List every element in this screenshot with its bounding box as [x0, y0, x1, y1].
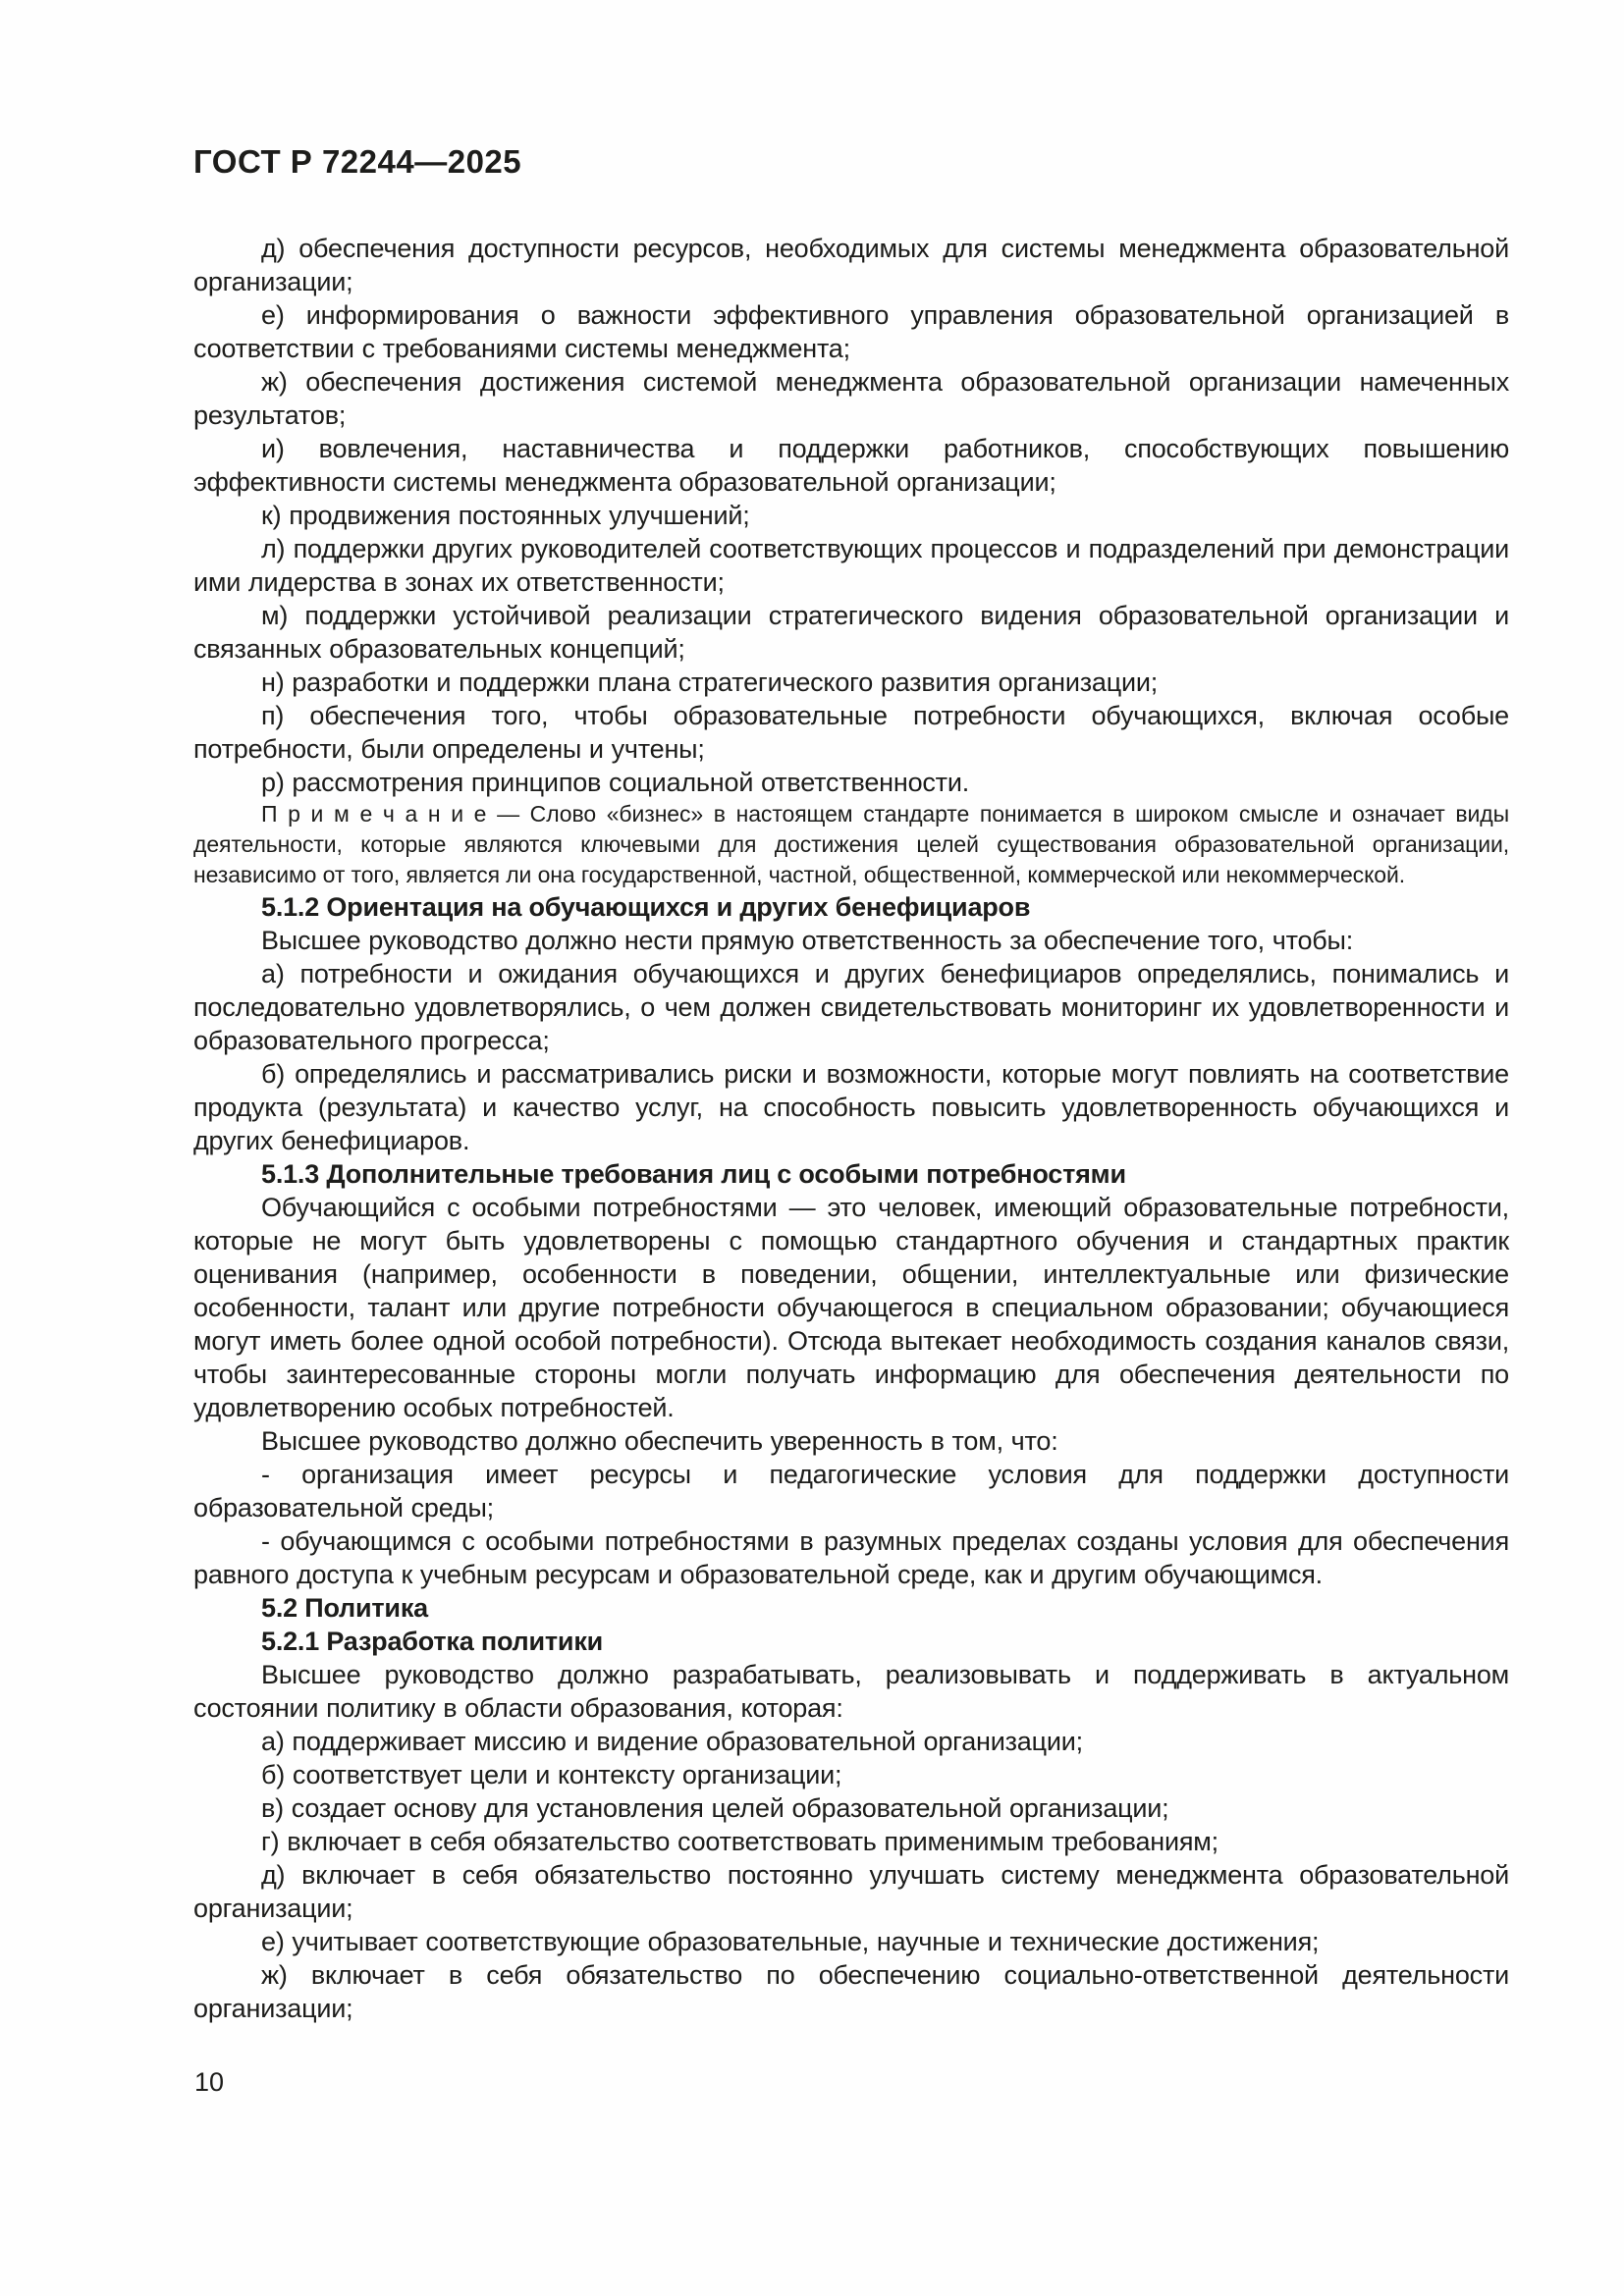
- section-heading: 5.2 Политика: [261, 1593, 428, 1623]
- document-header: ГОСТ Р 72244—2025: [193, 143, 522, 180]
- paragraph: и) вовлечения, наставничества и поддержки работников, способствующих повышению эффективности системы менеджмента образовательной организации;: [193, 434, 1509, 497]
- paragraph: м) поддержки устойчивой реализации стратегического видения образовательной организации и связанных образовательных концепций;: [193, 601, 1509, 664]
- paragraph: Высшее руководство должно разрабатывать, реализовывать и поддерживать в актуальном состоянии политику в области образования, которая:: [193, 1660, 1509, 1723]
- paragraph: Высшее руководство должно обеспечить уверенность в том, что:: [261, 1426, 1058, 1456]
- paragraph: р) рассмотрения принципов социальной ответственности.: [261, 768, 970, 797]
- paragraph: ж) включает в себя обязательство по обеспечению социально-ответственной деятельности организации;: [193, 1960, 1509, 2023]
- clause-heading: 5.1.3 Дополнительные требования лиц с особыми потребностями: [261, 1159, 1126, 1189]
- document-body: [193, 232, 1509, 2025]
- paragraph: д) обеспечения доступности ресурсов, необходимых для системы менеджмента образовательной организации;: [193, 234, 1509, 296]
- paragraph: л) поддержки других руководителей соответствующих процессов и подразделений при демонстрации ими лидерства в зонах их ответственности;: [193, 534, 1509, 597]
- paragraph: Обучающийся с особыми потребностями — это человек, имеющий образовательные потребности, которые не могут быть удовлетворены с помощью стандартного обучения и стандартных практик оценивания (например, особенности в поведении, общении, интеллектуальные или физические особенности, талант или другие потребности обучающегося в специальном образовании; обучающиеся могут иметь более одной особой потребности). Отсюда вытекает необходимость создания каналов связи, чтобы заинтересованные стороны могли получать информацию для обеспечения деятельности по удовлетворению особых потребностей.: [193, 1193, 1509, 1422]
- paragraph: а) потребности и ожидания обучающихся и других бенефициаров определялись, понимались и последовательно удовлетворялись, о чем должен свидетельствовать мониторинг их удовлетворенности и образовательного прогресса;: [193, 959, 1509, 1055]
- paragraph: а) поддерживает миссию и видение образовательной организации;: [261, 1727, 1083, 1756]
- paragraph: е) учитывает соответствующие образовательные, научные и технические достижения;: [261, 1927, 1320, 1956]
- note-text: П р и м е ч а н и е — Слово «бизнес» в настоящем стандарте понимается в широком смысле и означает виды деятельности, которые являются ключевыми для достижения целей существования образовательной организации, независимо от того, является ли она государственной, частной, общественной, коммерческой или некоммерческой.: [193, 801, 1509, 887]
- paragraph: - организация имеет ресурсы и педагогические условия для поддержки доступности образовательной среды;: [193, 1460, 1509, 1522]
- paragraph: н) разработки и поддержки плана стратегического развития организации;: [261, 667, 1159, 697]
- paragraph: к) продвижения постоянных улучшений;: [261, 501, 750, 530]
- page-number: 10: [194, 2067, 225, 2097]
- clause-heading: 5.1.2 Ориентация на обучающихся и других бенефициаров: [261, 892, 1031, 922]
- paragraph: ж) обеспечения достижения системой менеджмента образовательной организации намеченных результатов;: [193, 367, 1509, 430]
- paragraph: в) создает основу для установления целей образовательной организации;: [261, 1793, 1169, 1823]
- paragraph: б) соответствует цели и контексту организации;: [261, 1760, 842, 1789]
- paragraph: е) информирования о важности эффективного управления образовательной организацией в соответствии с требованиями системы менеджмента;: [193, 300, 1509, 363]
- section-heading: 5.2.1 Разработка политики: [261, 1627, 604, 1656]
- paragraph: п) обеспечения того, чтобы образовательные потребности обучающихся, включая особые потребности, были определены и учтены;: [193, 701, 1509, 764]
- paragraph: д) включает в себя обязательство постоянно улучшать систему менеджмента образовательной организации;: [193, 1860, 1509, 1923]
- paragraph: - обучающимся с особыми потребностями в разумных пределах созданы условия для обеспечения равного доступа к учебным ресурсам и образовательной среде, как и другим обучающимся.: [193, 1526, 1509, 1589]
- paragraph: б) определялись и рассматривались риски и возможности, которые могут повлиять на соответствие продукта (результата) и качество услуг, на способность повысить удовлетворенность обучающихся и других бенефициаров.: [193, 1059, 1509, 1155]
- paragraph: г) включает в себя обязательство соответствовать применимым требованиям;: [261, 1827, 1218, 1856]
- paragraph: Высшее руководство должно нести прямую ответственность за обеспечение того, чтобы:: [261, 926, 1354, 955]
